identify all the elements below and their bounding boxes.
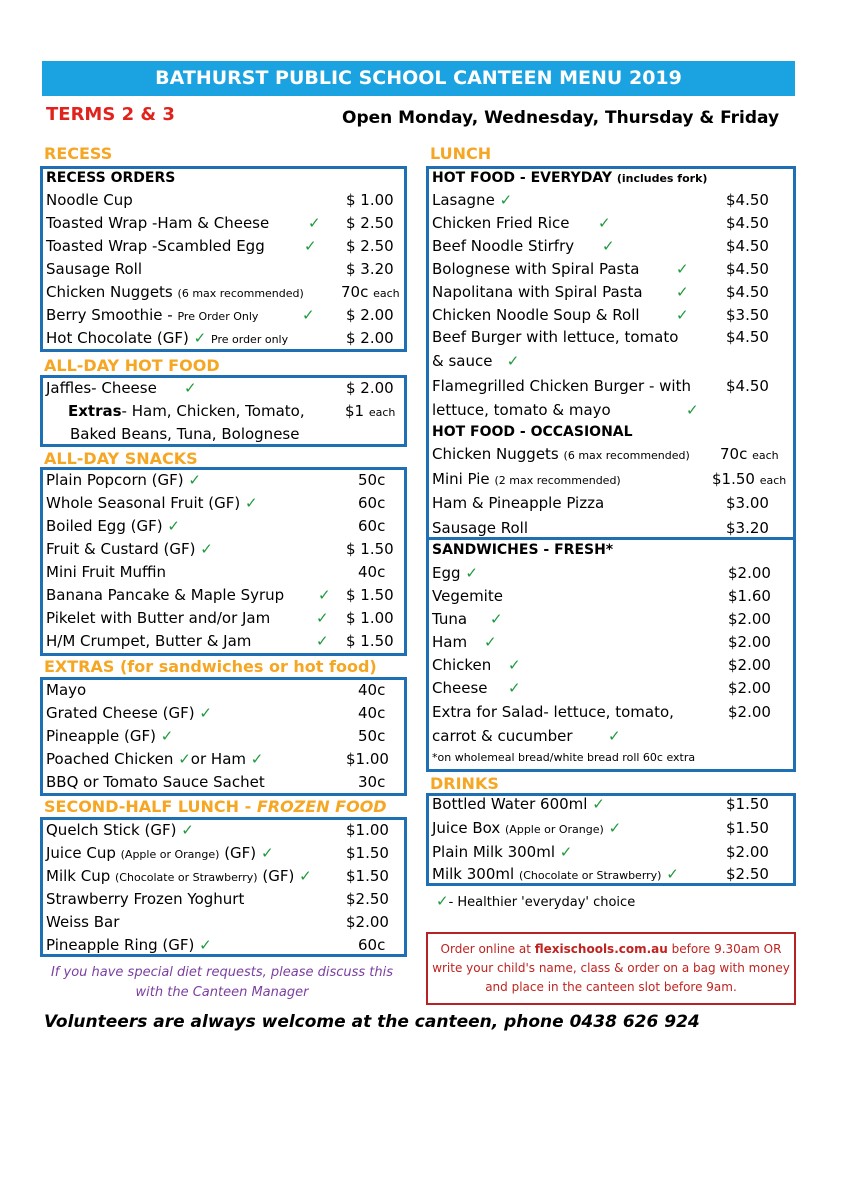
list-item <box>46 819 401 842</box>
item-name: Extra for Salad- lettuce, tomato, <box>432 703 674 721</box>
item-name: Bottled Water 600ml <box>432 795 588 813</box>
item-name: Beef Burger with lettuce, tomato <box>432 328 679 346</box>
list-item <box>46 377 401 400</box>
item-name: Toasted Wrap -Scambled Egg <box>46 237 265 255</box>
healthy-check-icon: ✓ <box>199 704 212 722</box>
item-name: Quelch Stick (GF) <box>46 821 177 839</box>
list-item <box>432 677 792 700</box>
item-price: 60c <box>358 517 386 535</box>
healthy-check-icon: ✓ <box>299 867 312 885</box>
item-name: Mini Fruit Muffin <box>46 563 167 581</box>
list-item <box>46 469 401 492</box>
item-price: $1.50 <box>726 819 769 837</box>
healthy-check-icon: ✓ <box>167 517 180 535</box>
extras-row-2 <box>70 423 403 446</box>
item-name: Chicken Noodle Soup & Roll <box>432 306 640 324</box>
second-half-heading: SECOND-HALF LUNCH - FROZEN FOOD <box>44 797 387 816</box>
item-price: 50c <box>358 471 386 489</box>
item-price: $1.60 <box>728 587 771 605</box>
open-days: Open Monday, Wednesday, Thursday & Friday <box>342 108 780 128</box>
item-name: Whole Seasonal Fruit (GF) <box>46 494 241 512</box>
healthy-check-icon: ✓ <box>508 679 521 697</box>
list-item <box>46 911 401 934</box>
bread-note: *on wholemeal bread/white bread roll 60c extra <box>432 751 696 764</box>
item-name: Chicken <box>432 656 492 674</box>
diet-note: If you have special diet requests, please discuss this with the Canteen Manager <box>50 965 394 1000</box>
item-name-2: (GF) <box>262 867 295 885</box>
list-item <box>46 771 401 794</box>
recess-heading: RECESS <box>44 144 113 163</box>
list-item <box>432 212 792 235</box>
item-name: Pikelet with Butter and/or Jam <box>46 609 271 627</box>
item-name: Juice Cup <box>46 844 116 862</box>
item-name: Chicken Fried Rice <box>432 214 570 232</box>
lunch-heading: LUNCH <box>430 144 492 163</box>
extras-text-2: Baked Beans, Tuna, Bolognese <box>70 425 300 443</box>
item-name: Beef Noodle Stirfry <box>432 237 575 255</box>
item-name: Toasted Wrap -Ham & Cheese <box>46 214 270 232</box>
healthy-check-icon: ✓ <box>559 843 573 861</box>
item-name: Mayo <box>46 681 87 699</box>
item-price: $2.50 <box>726 865 769 883</box>
list-item-cont <box>432 350 792 373</box>
item-price: $4.50 <box>726 328 769 346</box>
item-name: Pineapple (GF) <box>46 727 156 745</box>
item-price: $1.00 <box>346 821 389 839</box>
item-price: $2.00 <box>728 564 771 582</box>
item-name: Egg <box>432 564 461 582</box>
list-item-cont <box>432 725 792 748</box>
item-price: $2.00 <box>726 843 769 861</box>
list-item <box>46 538 401 561</box>
extras-text: - Ham, Chicken, Tomato, <box>121 402 305 420</box>
item-name: Grated Cheese (GF) <box>46 704 195 722</box>
list-item <box>46 865 401 888</box>
list-item <box>432 258 792 281</box>
list-item <box>432 701 792 724</box>
list-item <box>46 584 401 607</box>
list-item <box>46 748 401 771</box>
item-name: Pineapple Ring (GF) <box>46 936 195 954</box>
healthy-check-icon: ✓ <box>608 727 621 745</box>
drinks-heading: DRINKS <box>430 774 499 793</box>
healthy-check-icon: ✓ <box>484 633 497 651</box>
item-price: $2.00 <box>728 703 771 721</box>
healthy-check-icon: ✓ <box>592 795 605 813</box>
item-price: $2.00 <box>346 913 389 931</box>
order-site-link[interactable]: flexischools.com.au <box>534 942 668 956</box>
item-price: $ 1.00 <box>346 609 394 627</box>
item-note: Pre Order Only <box>177 310 259 323</box>
list-item <box>46 702 401 725</box>
list-item <box>46 212 401 235</box>
item-name: Noodle Cup <box>46 191 133 209</box>
list-item <box>46 561 401 584</box>
item-name: Weiss Bar <box>46 913 120 931</box>
list-item <box>46 258 401 281</box>
list-item <box>432 235 792 258</box>
list-item <box>46 725 401 748</box>
item-name: Vegemite <box>432 587 503 605</box>
item-price: $ 3.20 <box>346 260 394 278</box>
list-item <box>432 281 792 304</box>
item-price: $ 1.00 <box>346 191 394 209</box>
item-name: Mini Pie <box>432 470 490 488</box>
price-note: each <box>752 449 779 462</box>
healthy-check-icon: ✓ <box>686 401 699 419</box>
healthy-check-icon: ✓ <box>160 727 174 745</box>
healthy-check-icon: ✓ <box>304 237 317 255</box>
healthy-check-icon: ✓ <box>308 214 321 232</box>
healthy-check-icon: ✓ <box>436 892 449 910</box>
healthy-check-icon: ✓ <box>676 260 689 278</box>
item-name: Ham <box>432 633 468 651</box>
list-item <box>46 189 401 212</box>
item-price: $4.50 <box>726 237 769 255</box>
item-name: BBQ or Tomato Sauce Sachet <box>46 773 265 791</box>
recess-orders-subheading: RECESS ORDERS <box>46 170 176 186</box>
list-item <box>432 375 792 398</box>
healthy-check-icon: ✓ <box>490 610 503 628</box>
healthy-check-icon: ✓ <box>316 609 329 627</box>
item-name: Cheese <box>432 679 488 697</box>
item-name: Boiled Egg (GF) <box>46 517 163 535</box>
item-price: 30c <box>358 773 386 791</box>
price-note: each <box>368 406 396 419</box>
item-price: $1.50 <box>346 844 389 862</box>
list-item <box>432 841 792 864</box>
healthy-check-icon: ✓ <box>499 191 513 209</box>
list-item <box>46 842 401 865</box>
healthy-check-icon: ✓ <box>676 283 689 301</box>
item-name-2: or Ham <box>190 750 246 768</box>
item-price: 40c <box>358 704 386 722</box>
list-item <box>46 888 401 911</box>
list-item <box>46 607 401 630</box>
item-note: (Apple or Orange) <box>505 823 604 836</box>
list-item <box>432 326 792 349</box>
healthy-check-icon: ✓ <box>506 352 520 370</box>
healthier-legend-text: - Healthier 'everyday' choice <box>448 895 636 910</box>
item-name: Chicken Nuggets <box>432 445 559 463</box>
item-note: (6 max recommended) <box>563 449 690 462</box>
item-name: Hot Chocolate (GF) <box>46 329 189 347</box>
item-name: Banana Pancake & Maple Syrup <box>46 586 285 604</box>
list-item <box>432 189 792 212</box>
item-name: Milk 300ml <box>432 865 515 883</box>
healthy-check-icon: ✓ <box>178 750 191 768</box>
all-day-hot-heading: ALL-DAY HOT FOOD <box>44 356 220 375</box>
item-name: Bolognese with Spiral Pasta <box>432 260 640 278</box>
item-price: $4.50 <box>726 260 769 278</box>
item-price: $2.00 <box>728 679 771 697</box>
item-price: 60c <box>358 936 386 954</box>
healthy-check-icon: ✓ <box>250 750 264 768</box>
list-item <box>432 585 792 608</box>
item-price: $1.50 <box>726 795 769 813</box>
item-price: 60c <box>358 494 386 512</box>
item-name: H/M Crumpet, Butter & Jam <box>46 632 252 650</box>
item-note: (Chocolate or Strawberry) <box>518 869 662 882</box>
list-item <box>46 304 401 327</box>
extras-label: Extras <box>68 402 122 420</box>
item-price: $ 2.50 <box>346 237 394 255</box>
everyday-note: (includes fork) <box>616 172 708 185</box>
item-note: (Chocolate or Strawberry) <box>115 871 258 884</box>
list-item <box>432 492 792 515</box>
item-name: Strawberry Frozen Yoghurt <box>46 890 245 908</box>
healthy-check-icon: ✓ <box>465 564 478 582</box>
item-name-2: & sauce <box>432 352 493 370</box>
item-name: Flamegrilled Chicken Burger - with <box>432 377 691 395</box>
item-price: $ 2.50 <box>346 214 394 232</box>
healthy-check-icon: ✓ <box>318 586 331 604</box>
healthy-check-icon: ✓ <box>598 214 611 232</box>
list-item <box>46 492 401 515</box>
second-half-heading-em: FROZEN FOOD <box>256 797 387 816</box>
healthy-check-icon: ✓ <box>193 329 207 347</box>
item-price: $2.50 <box>346 890 389 908</box>
item-price: $1.00 <box>346 750 389 768</box>
extras-heading: EXTRAS (for sandwiches or hot food) <box>44 657 377 676</box>
list-item <box>432 863 792 886</box>
item-name: Plain Popcorn (GF) <box>46 471 184 489</box>
item-name-2: carrot & cucumber <box>432 727 573 745</box>
item-price: $4.50 <box>726 214 769 232</box>
item-name: Milk Cup <box>46 867 111 885</box>
item-name: Plain Milk 300ml <box>432 843 555 861</box>
item-price: $1.50 <box>346 867 389 885</box>
list-item <box>432 608 792 631</box>
healthy-check-icon: ✓ <box>184 379 197 397</box>
list-item <box>432 631 792 654</box>
item-name: Chicken Nuggets <box>46 283 173 301</box>
list-item <box>432 443 792 466</box>
healthy-check-icon: ✓ <box>508 656 521 674</box>
healthier-legend <box>436 892 635 910</box>
healthy-check-icon: ✓ <box>188 471 201 489</box>
list-item <box>432 817 792 840</box>
list-item <box>46 281 401 304</box>
price-note: each <box>759 474 787 487</box>
healthy-check-icon: ✓ <box>199 936 212 954</box>
item-name: Sausage Roll <box>432 519 529 537</box>
item-price: $3.20 <box>726 519 769 537</box>
item-price: 70c <box>341 283 369 301</box>
healthy-check-icon: ✓ <box>316 632 329 650</box>
item-price: $ 1.50 <box>346 586 394 604</box>
healthy-check-icon: ✓ <box>245 494 258 512</box>
healthy-check-icon: ✓ <box>666 865 679 883</box>
item-price: $1.50 <box>712 470 755 488</box>
item-price: $2.00 <box>728 633 771 651</box>
item-price: $3.50 <box>726 306 769 324</box>
item-name: Sausage Roll <box>46 260 143 278</box>
healthy-check-icon: ✓ <box>181 821 194 839</box>
list-item <box>432 468 792 491</box>
list-item-cont <box>432 399 792 422</box>
hot-food-occasional-subheading: HOT FOOD - OCCASIONAL <box>432 424 633 440</box>
menu-title-banner: BATHURST PUBLIC SCHOOL CANTEEN MENU 2019 <box>42 61 795 96</box>
item-price: $ 2.00 <box>346 379 394 397</box>
item-name: Berry Smoothie - <box>46 306 173 324</box>
item-note: (2 max recommended) <box>494 474 621 487</box>
item-price: $ 1.50 <box>346 540 394 558</box>
list-item <box>46 630 401 653</box>
item-price: $ 2.00 <box>346 306 394 324</box>
item-price: $4.50 <box>726 377 769 395</box>
item-note: Pre order only <box>211 333 289 346</box>
item-price: 40c <box>358 563 386 581</box>
list-item <box>432 562 792 585</box>
item-name: Juice Box <box>432 819 501 837</box>
healthy-check-icon: ✓ <box>200 540 213 558</box>
item-price: $ 1.50 <box>346 632 394 650</box>
price-note: each <box>373 287 400 300</box>
item-price: $3.00 <box>726 494 769 512</box>
item-name: Napolitana with Spiral Pasta <box>432 283 643 301</box>
item-price: $4.50 <box>726 191 769 209</box>
item-price: $2.00 <box>728 610 771 628</box>
list-item <box>46 934 401 957</box>
list-item <box>432 304 792 327</box>
item-price: 50c <box>358 727 386 745</box>
list-item <box>46 515 401 538</box>
item-price: 40c <box>358 681 386 699</box>
sandwiches-subheading: SANDWICHES - FRESH* <box>432 542 614 558</box>
list-item <box>46 235 401 258</box>
item-price: $2.00 <box>728 656 771 674</box>
healthy-check-icon: ✓ <box>260 844 274 862</box>
item-name: Lasagne <box>432 191 495 209</box>
healthy-check-icon: ✓ <box>302 306 315 324</box>
item-name: Fruit & Custard (GF) <box>46 540 196 558</box>
list-item <box>46 327 401 350</box>
item-price: $ 2.00 <box>346 329 394 347</box>
hot-food-everyday-subheading: HOT FOOD - EVERYDAY (includes fork) <box>432 170 708 186</box>
volunteers-note: Volunteers are always welcome at the canteen, phone 0438 626 924 <box>44 1012 700 1032</box>
list-item <box>432 654 792 677</box>
item-name: Ham & Pineapple Pizza <box>432 494 605 512</box>
item-note: (6 max recommended) <box>177 287 304 300</box>
item-name-2: lettuce, tomato & mayo <box>432 401 611 419</box>
order-online-box: Order online at flexischools.com.au before 9.30am OR write your child's name, class & order on a bag with money and place in the canteen slot before 9am. <box>426 932 796 1005</box>
extras-price: $1 <box>345 402 365 420</box>
extras-row <box>68 400 401 423</box>
healthy-check-icon: ✓ <box>676 306 689 324</box>
list-item <box>432 517 792 540</box>
item-name: Poached Chicken <box>46 750 174 768</box>
item-price: 70c <box>720 445 748 463</box>
item-note: (Apple or Orange) <box>120 848 220 861</box>
item-price: $4.50 <box>726 283 769 301</box>
item-name-2: (GF) <box>224 844 257 862</box>
all-day-snacks-heading: ALL-DAY SNACKS <box>44 449 198 468</box>
item-name: Jaffles- Cheese <box>46 379 157 397</box>
healthy-check-icon: ✓ <box>602 237 615 255</box>
healthy-check-icon: ✓ <box>608 819 622 837</box>
terms-label: TERMS 2 & 3 <box>46 104 175 125</box>
item-name: Tuna <box>432 610 468 628</box>
list-item <box>46 679 401 702</box>
list-item <box>432 793 792 816</box>
